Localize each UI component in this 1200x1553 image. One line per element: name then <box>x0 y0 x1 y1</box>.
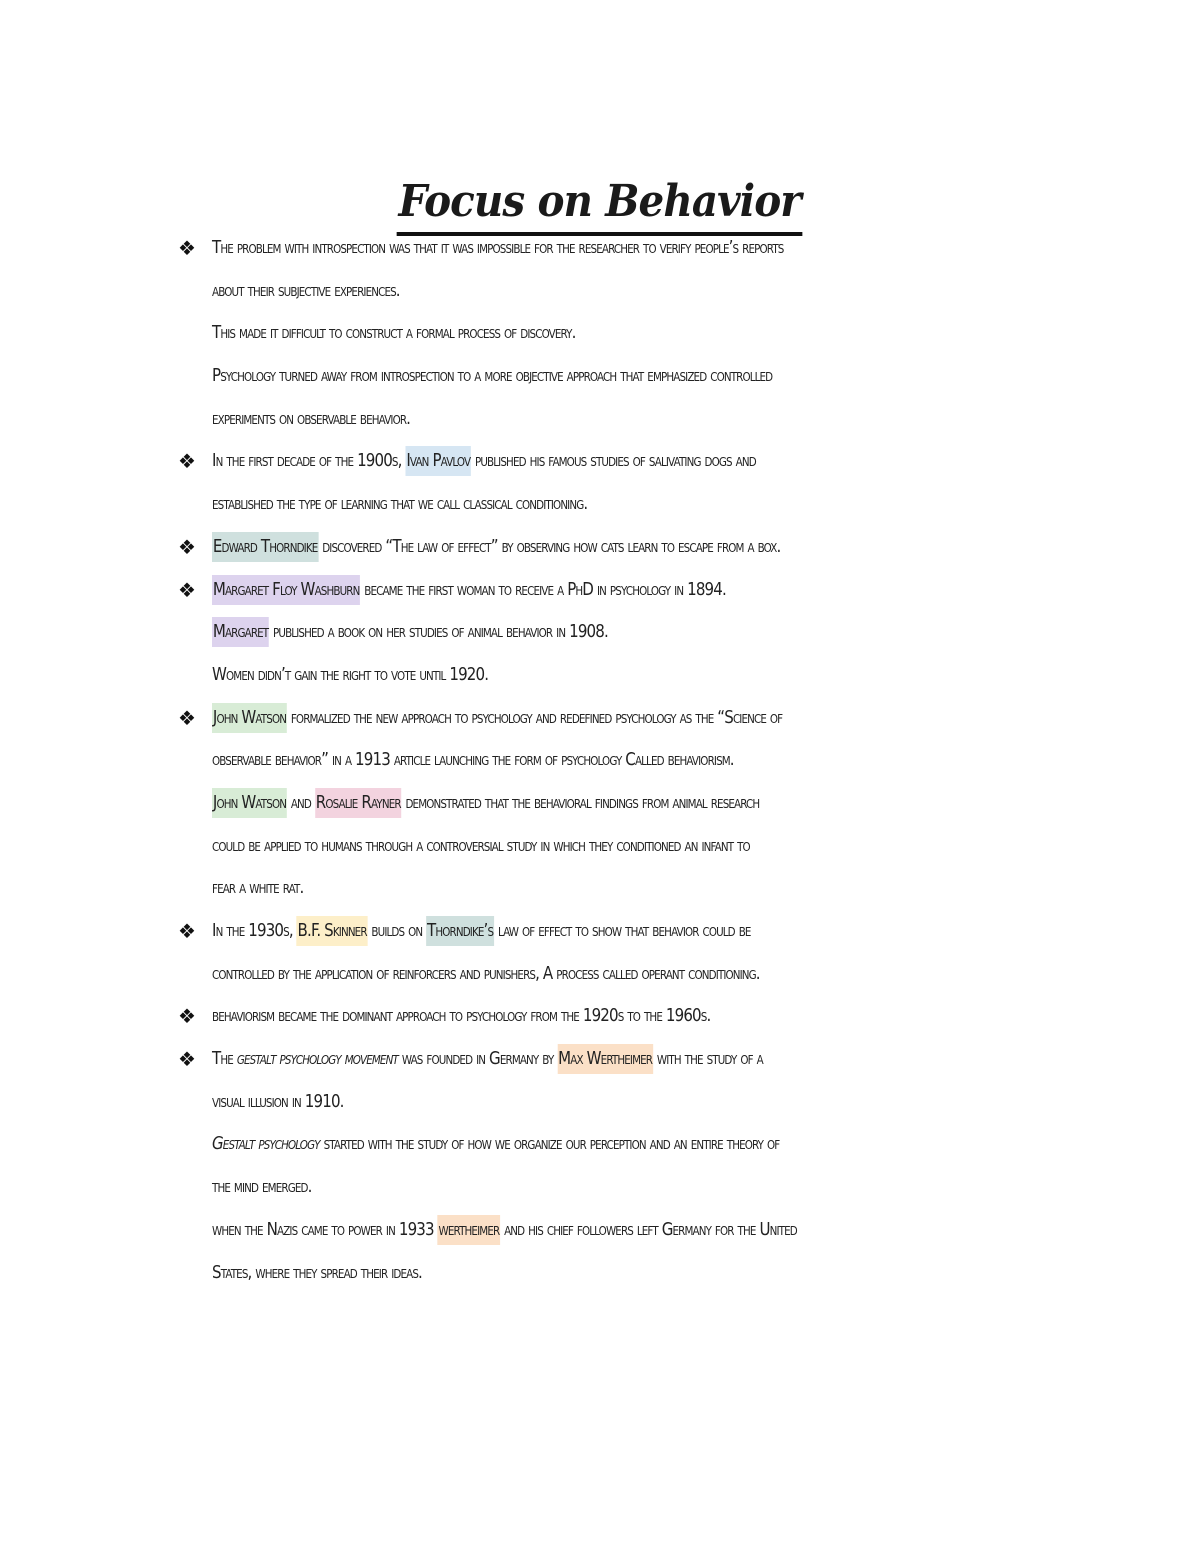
text-line: Gestalt psychology started with the study of how we organize our perception and an entire theory of <box>212 1134 780 1155</box>
text-line: This made it difficult to construct a formal process of discovery. <box>212 323 576 344</box>
list-item <box>178 697 1072 910</box>
text-line: In the first decade of the 1900s, Ivan Pavlov published his famous studies of salivating dogs and <box>212 440 952 483</box>
highlight-name-wertheimer: Max Wertheimer <box>557 1044 653 1074</box>
text-line: observable behavior” in a 1913 article launching the form of psychology Called behaviorism. <box>212 750 734 771</box>
emphasis-term: Gestalt psychology <box>212 1134 320 1155</box>
diamond-bullet-icon: ❖ <box>178 534 196 559</box>
text-line: the mind emerged. <box>212 1177 312 1198</box>
text-line: could be applied to humans through a controversial study in which they conditioned an infant to <box>212 835 750 856</box>
text-line: Margaret published a book on her studies of animal behavior in 1908. <box>212 611 952 654</box>
emphasis-term: gestalt psychology movement <box>236 1049 398 1070</box>
diamond-bullet-icon: ❖ <box>178 705 196 730</box>
text-line: visual illusion in 1910. <box>212 1091 344 1112</box>
text-line: experiments on observable behavior. <box>212 408 411 429</box>
diamond-bullet-icon: ❖ <box>178 236 196 260</box>
list-item <box>178 526 1072 569</box>
list-item <box>178 227 1072 440</box>
highlight-name-watson: John Watson <box>212 788 287 818</box>
highlight-name-margaret: Margaret <box>212 617 269 647</box>
text-line: about their subjective experiences. <box>212 280 400 301</box>
text-line: controlled by the application of reinforcers and punishers, A process called operant conditioning. <box>212 963 760 984</box>
text-line: In the 1930s, B.F. Skinner builds on Thorndike’s law of effect to show that behavior could be <box>212 910 952 953</box>
diamond-bullet-icon: ❖ <box>178 1004 196 1029</box>
text-line: The problem with introspection was that it was impossible for the researcher to verify people’s reports <box>212 238 784 258</box>
text-line: behaviorism became the dominant approach to psychology from the 1920s to the 1960s. <box>212 1006 711 1027</box>
highlight-name-thorndike: Edward Thorndike <box>212 532 318 562</box>
text-line: John Watson formalized the new approach to psychology and redefined psychology as the “Science of <box>212 697 952 740</box>
text-line: States, where they spread their ideas. <box>212 1262 422 1283</box>
highlight-name-skinner: B.F. Skinner <box>297 916 368 946</box>
diamond-bullet-icon: ❖ <box>178 1047 196 1072</box>
text-line: Edward Thorndike discovered “The law of effect” by observing how cats learn to escape from a box. <box>212 526 952 569</box>
notes-list <box>178 227 1072 1294</box>
diamond-bullet-icon: ❖ <box>178 919 196 943</box>
page-title-text: Focus on Behavior <box>397 172 803 236</box>
text-line: Women didn’t gain the right to vote until 1920. <box>212 664 489 685</box>
text-line: John Watson and Rosalie Rayner demonstrated that the behavioral findings from animal research <box>212 782 952 825</box>
text-line: fear a white rat. <box>212 878 304 899</box>
list-item <box>178 569 1072 697</box>
highlight-name-washburn: Margaret Floy Washburn <box>212 575 360 605</box>
highlight-name-pavlov: Ivan Pavlov <box>405 446 471 476</box>
diamond-bullet-icon: ❖ <box>178 449 196 474</box>
highlight-name-thorndike: Thorndike’s <box>426 916 494 946</box>
list-item <box>178 995 1072 1038</box>
diamond-bullet-icon: ❖ <box>178 577 196 602</box>
text-line: Psychology turned away from introspection to a more objective approach that emphasized controlled <box>212 366 773 387</box>
list-item <box>178 1038 1072 1294</box>
text-line: Margaret Floy Washburn became the first woman to receive a PhD in psychology in 1894. <box>212 569 952 612</box>
highlight-name-wertheimer: wertheimer <box>438 1215 500 1245</box>
list-item <box>178 440 1072 525</box>
text-line: when the Nazis came to power in 1933 wertheimer and his chief followers left Germany for the United <box>212 1209 952 1252</box>
highlight-name-rayner: Rosalie Rayner <box>315 788 402 818</box>
text-line: established the type of learning that we call classical conditioning. <box>212 494 588 515</box>
text-line: The gestalt psychology movement was founded in Germany by Max Wertheimer with the study of a <box>212 1038 952 1081</box>
list-item <box>178 910 1072 995</box>
highlight-name-watson: John Watson <box>212 703 287 733</box>
